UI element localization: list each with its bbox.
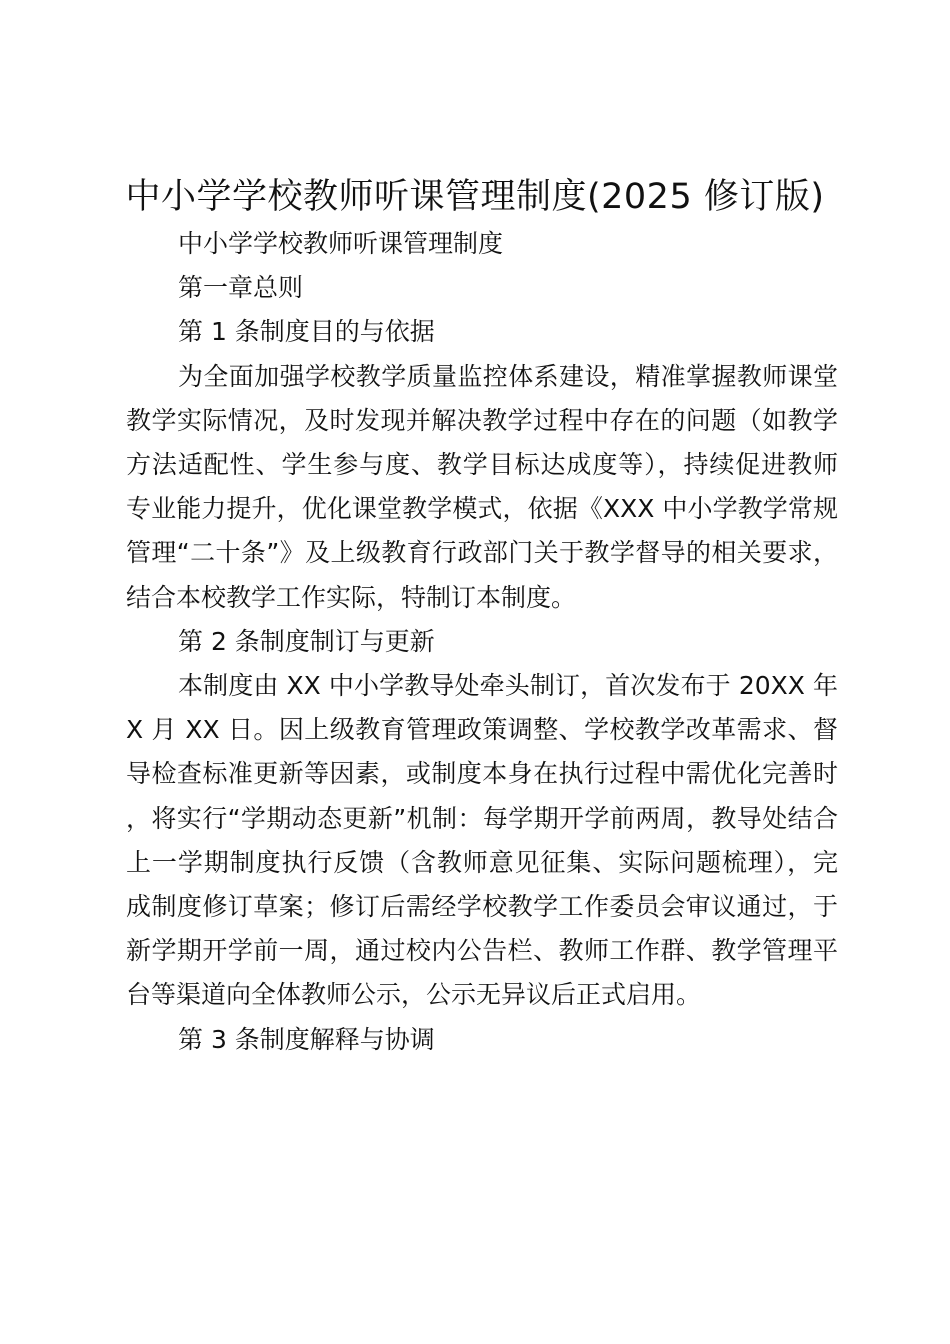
chapter-heading: 第一章总则 <box>178 273 304 303</box>
article-2-heading: 第 2 条制度制订与更新 <box>178 626 435 656</box>
article-1-heading: 第 1 条制度目的与依据 <box>178 317 435 347</box>
article-2-body: 本制度由 XX 中小学教导处牵头制订，首次发布于 20XX 年 X 月 XX 日。因上级教育管理政策调整、学校教学改革需求、督导检查标准更新等因素，或制度本身在执行过程中需优化完善时，将实行“学期动态更新”机制：每学期开学前两周，教导处结合上一学期制度执行反馈（含教师意见征集、实际问题梳理），完成制度修订草案；修订后需经学校教学工作委员会审议通过，于新学期开学前一周，通过校内公告栏、教师工作群、教学管理平台等渠道向全体教师公示，公示无异议后正式启用。 <box>126 670 838 1010</box>
document-body <box>126 222 838 1062</box>
document-subtitle: 中小学学校教师听课管理制度 <box>178 229 504 258</box>
article-3-heading: 第 3 条制度解释与协调 <box>178 1024 435 1054</box>
article-1-body: 为全面加强学校教学质量监控体系建设，精准掌握教师课堂教学实际情况，及时发现并解决教学过程中存在的问题（如教学方法适配性、学生参与度、教学目标达成度等），持续促进教师专业能力提升，优化课堂教学模式，依据《XXX 中小学教学常规管理“二十条”》及上级教育行政部门关于教学督导的相关要求，结合本校教学工作实际，特制订本制度。 <box>126 361 838 612</box>
document-title: 中小学学校教师听课管理制度(2025 修订版) <box>125 177 825 217</box>
